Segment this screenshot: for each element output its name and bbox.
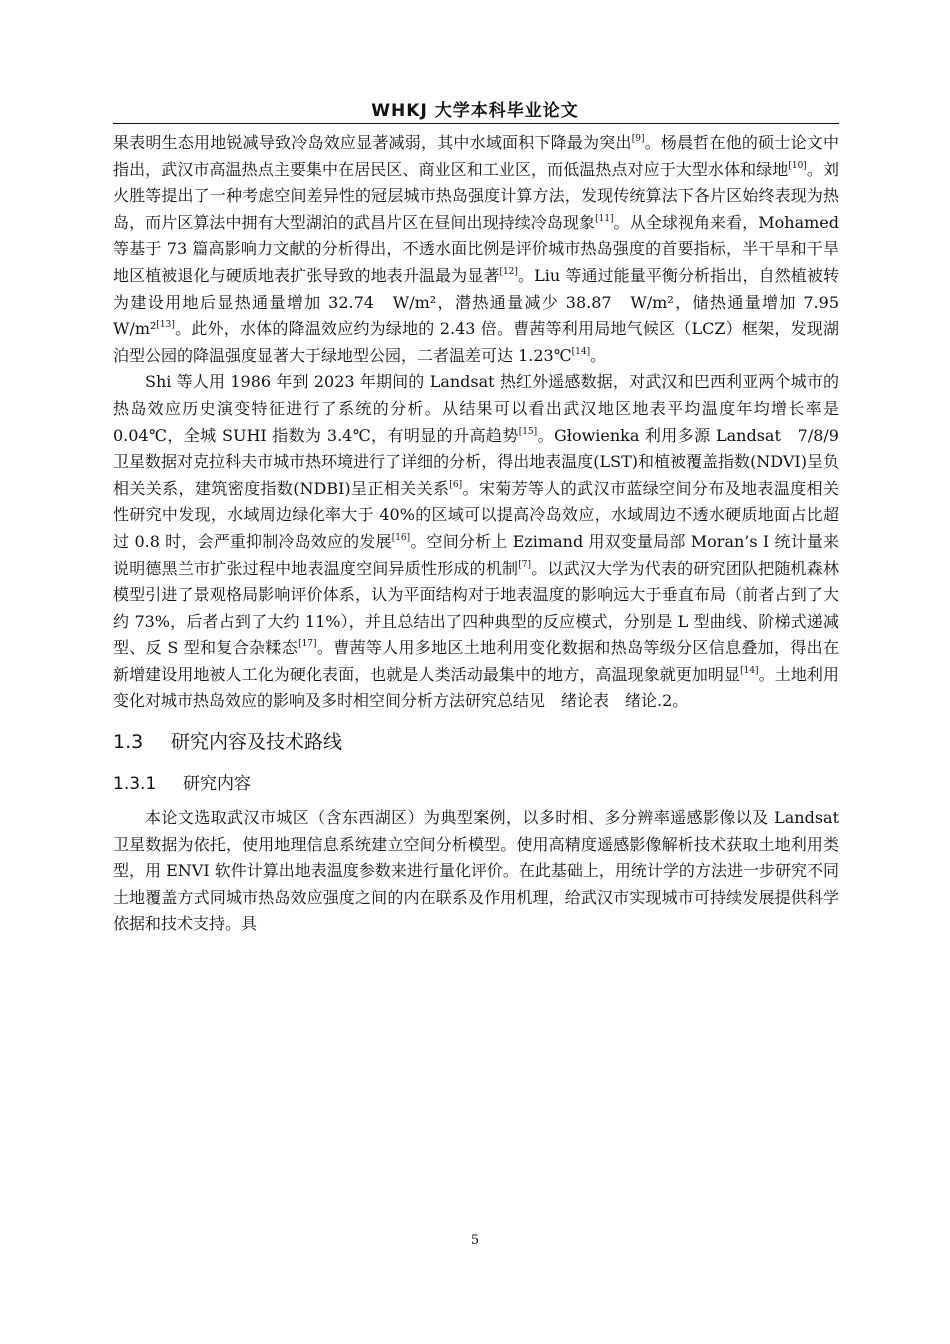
section-title: 研究内容及技术路线 [171, 731, 343, 754]
subsection-number: 1.3.1 [113, 774, 157, 795]
text-segment: 。Głowienka 利用多源 Landsat 7/8/9 卫星数据对克拉科夫市城市热环境进行了详细的分析，得出地表温度(LST)和植被覆盖指数(NDVI)呈负相关关系，建筑密度指数(NDBI)呈正相关关系 [113, 425, 839, 498]
text-segment: 。以武汉大学为代表的研究团队把随机森林模型引进了景观格局影响评价体系，认为平面结构对于地表温度的影响远大于垂直布局（前者占到了大约 73%，后者占到了大约 11%），并且总结出了四种典型的反应模式，分别是 L 型曲线、阶梯式递减型、反 S 型和复合杂糅态 [113, 558, 839, 658]
text-segment: 。刘火胜等提出了一种考虑空间差异性的冠层城市热岛强度计算方法，发现传统算法下各片区始终表现为热岛，而片区算法中拥有大型湖泊的武昌片区在昼间出现持续冷岛现象 [113, 159, 839, 232]
page-header: WHKJ 大学本科毕业论文 [371, 101, 579, 121]
text-segment: 。曹茜等人用多地区土地利用变化数据和热岛等级分区信息叠加，得出在新增建设用地被人工化为硬化表面，也就是人类活动最集中的地方，高温现象就更加明显 [113, 638, 839, 684]
text-segment: 。 [590, 345, 607, 365]
text-segment: 。土地利用变化对城市热岛效应的影响及多时相空间分析方法研究总结见 绪论表 绪论.2。 [113, 664, 839, 711]
citation: [11] [595, 213, 614, 224]
page-number: 5 [470, 1233, 480, 1248]
citation: [16] [391, 532, 411, 543]
text-segment: 。此外，水体的降温效应约为绿地的 2.43 倍。曹茜等利用局地气候区（LCZ）框架，发现湖泊型公园的降温强度显著大于绿地型公园，二者温差可达 1.23℃ [113, 319, 839, 365]
text-segment: 。宋菊芳等人的武汉市蓝绿空间分布及地表温度相关性研究中发现，水域周边绿化率大于 40%的区域可以提高冷岛效应，水域周边不透水硬质地面占比超过 0.8 时，会严重抑制冷岛效应的发展 [113, 478, 839, 551]
subsection-title: 研究内容 [183, 774, 251, 795]
text-segment: 。从全球视角来看，Mohamed 等基于 73 篇高影响力文献的分析得出，不透水面比例是评价城市热岛强度的首要指标，半干旱和干旱地区植被退化与硬质地表扩张导致的地表升温最为显著 [113, 212, 839, 285]
text-segment: 。空间分析上 Ezimand 用双变量局部 Moran’s I 统计量来说明德黑兰市扩张过程中地表温度空间异质性形成的机制 [113, 531, 839, 578]
section-heading [113, 727, 839, 757]
citation: [7] [518, 559, 531, 570]
citation: [12] [499, 266, 518, 277]
paragraph-2 [113, 369, 839, 715]
section-number: 1.3 [113, 731, 144, 754]
paragraph-3: 本论文选取武汉市城区（含东西湖区）为典型案例，以多时相、多分辨率遥感影像以及 Landsat 卫星数据为依托，使用地理信息系统建立空间分析模型。使用高精度遥感影像解析技术获取土地利用类型，用 ENVI 软件计算出地表温度参数来进行量化评价。在此基础上，用统计学的方法进一步研究不同土地覆盖方式同城市热岛效应强度之间的内在联系及作用机理，给武汉市实现城市可持续发展提供科学依据和技术支持。具 [113, 808, 839, 934]
text-segment: Shi 等人用 1986 年到 2023 年期间的 Landsat 热红外遥感数据，对武汉和巴西利亚两个城市的热岛效应历史演变特征进行了系统的分析。从结果可以看出武汉地区地表平均温度年均增长率是 0.04℃，全城 SUHI 指数为 3.4℃，有明显的升高趋势 [113, 372, 839, 445]
citation: [14] [571, 346, 591, 357]
citation: [17] [298, 639, 317, 650]
citation: [6] [449, 479, 463, 490]
citation: [13] [156, 320, 175, 331]
citation: [10] [788, 160, 807, 171]
text-segment: 果表明生态用地锐减导致冷岛效应显著减弱，其中水域面积下降最为突出 [113, 133, 632, 152]
subsection-heading [113, 769, 839, 799]
paragraph-1 [113, 130, 856, 369]
header-divider [113, 123, 839, 124]
main-content [113, 130, 856, 938]
text-segment: 。杨晨哲在他的硕士论文中指出，武汉市高温热点主要集中在居民区、商业区和工业区，而低温热点对应于大型水体和绿地 [113, 133, 839, 179]
text-segment: 。Liu 等通过能量平衡分析指出，自然植被转为建设用地后显热通量增加 32.74 W/m²，潜热通量减少 38.87 W/m²，储热通量增加 7.95 W/m² [113, 265, 856, 339]
citation: [15] [518, 426, 538, 437]
citation: [9] [631, 134, 645, 144]
citation: [14] [740, 665, 759, 676]
